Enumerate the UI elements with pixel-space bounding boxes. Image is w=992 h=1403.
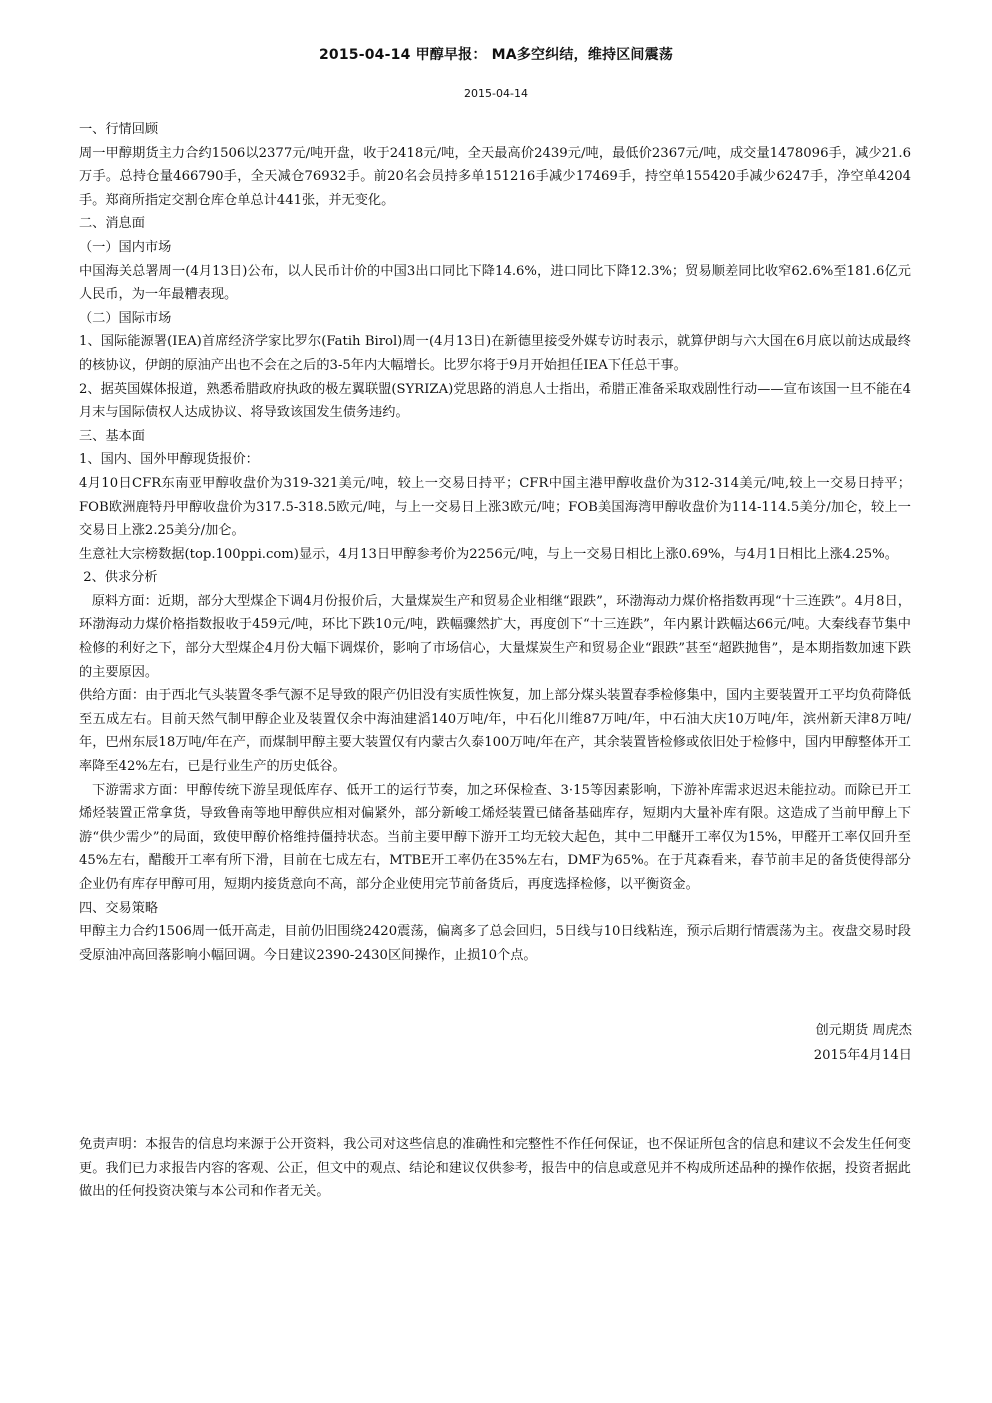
paragraph-international-news-1: 1、国际能源署(IEA)首席经济学家比罗尔(Fatih Birol)周一(4月13日)在新德里接受外媒专访时表示，就算伊朗与六大国在6月底以前达成最终的核协议，伊朗的原油产出也不会在之后的3-5年内大幅增长。比罗尔将于9月开始担任IEA下任总干事。 bbox=[79, 334, 911, 373]
section-heading-market-review: 一、行情回顾 bbox=[79, 122, 159, 137]
paragraph-market-review: 周一甲醇期货主力合约1506以2377元/吨开盘，收于2418元/吨，全天最高价2439元/吨，最低价2367元/吨，成交量1478096手，减少21.6万手。总持仓量466790手，全天减仓76932手。前20名会员持多单151216手减少17469手，持空单155420手减少6247手，净空单4204手。郑商所指定交割仓库仓单总计441张，并无变化。 bbox=[79, 145, 911, 208]
paragraph-strategy: 甲醇主力合约1506周一低开高走，目前仍旧围绕2420震荡，偏离多了总会回归，5日线与10日线粘连，预示后期行情震荡为主。夜盘交易时段受原油冲高回落影响小幅回调。今日建议2390-2430区间操作，止损10个点。 bbox=[79, 924, 911, 963]
subheading-domestic-market: （一）国内市场 bbox=[79, 239, 172, 255]
paragraph-raw-materials: 原料方面：近期，部分大型煤企下调4月份报价后，大量煤炭生产和贸易企业相继“跟跌”，环渤海动力煤价格指数再现“十三连跌”。4月8日，环渤海动力煤价格指数报收于459元/吨，环比下跌10元/吨，跌幅骤然扩大，再度创下“十三连跌”，年内累计跌幅达66元/吨。大秦线春节集中检修的利好之下，部分大型煤企4月份大幅下调煤价，影响了市场信心，大量煤炭生产和贸易企业“跟跌”甚至“超跌抛售”，是本期指数加速下跌的主要原因。 bbox=[79, 593, 911, 680]
section-heading-news: 二、消息面 bbox=[79, 216, 145, 232]
section-heading-fundamentals: 三、基本面 bbox=[79, 428, 145, 444]
signature-author: 创元期货 周虎杰 bbox=[815, 1023, 912, 1038]
paragraph-reference-price: 生意社大宗榜数据(top.100ppi.com)显示，4月13日甲醇参考价为2256元/吨，与上一交易日相比上涨0.69%，与4月1日相比上涨4.25%。 bbox=[79, 546, 898, 562]
section-heading-strategy: 四、交易策略 bbox=[79, 900, 159, 916]
paragraph-supply: 供给方面：由于西北气头装置冬季气源不足导致的限产仍旧没有实质性恢复，加上部分煤头装置春季检修集中，国内主要装置开工平均负荷降低至五成左右。目前天然气制甲醇企业及装置仅余中海油建滔140万吨/年，中石化川维87万吨/年，中石油大庆10万吨/年，滨州新天津8万吨/年，巴州东辰18万吨/年在产，而煤制甲醇主要大装置仅有内蒙古久泰100万吨/年在产，其余装置皆检修或依旧处于检修中，国内甲醇整体开工率降至42%左右，已是行业生产的历史低谷。 bbox=[79, 688, 911, 775]
report-body bbox=[79, 118, 911, 967]
paragraph-international-news-2: 2、据英国媒体报道，熟悉希腊政府执政的极左翼联盟(SYRIZA)党思路的消息人士指出，希腊正准备采取戏剧性行动——宣布该国一旦不能在4月末与国际债权人达成协议、将导致该国发生债务违约。 bbox=[79, 381, 911, 421]
paragraph-domestic-news: 中国海关总署周一(4月13日)公布，以人民币计价的中国3出口同比下降14.6%，进口同比下降12.3%；贸易顺差同比收窄62.6%至181.6亿元人民币，为一年最糟表现。 bbox=[79, 263, 911, 303]
subheading-international-market: （二）国际市场 bbox=[79, 310, 172, 326]
signature-date: 2015年4月14日 bbox=[813, 1048, 912, 1063]
report-date: 2015-04-14 bbox=[464, 87, 528, 100]
paragraph-downstream-demand: 下游需求方面：甲醇传统下游呈现低库存、低开工的运行节奏，加之环保检查、3·15等因素影响，下游补库需求迟迟未能拉动。而除已开工烯烃装置正常拿货，导致鲁南等地甲醇供应相对偏紧外，部分新峻工烯烃装置已储备基础库存，短期内大量补库有限。这造成了当前甲醇上下游“供少需少”的局面，致使甲醇价格维持僵持状态。当前主要甲醇下游开工均无较大起色，其中二甲醚开工率仅为15%，甲醛开工率仅回升至45%左右，醋酸开工率有所下滑，目前在七成左右，MTBE开工率仍在35%左右，DMF为65%。在于芃森看来，春节前丰足的备货使得部分企业仍有库存甲醇可用，短期内接货意向不高，部分企业使用完节前备货后，再度选择检修，以平衡资金。 bbox=[79, 782, 912, 892]
disclaimer bbox=[79, 1133, 911, 1204]
disclaimer-text: 免责声明：本报告的信息均来源于公开资料，我公司对这些信息的准确性和完整性不作任何保证，也不保证所包含的信息和建议不会发生任何变更。我们已力求报告内容的客观、公正，但文中的观点、结论和建议仅供参考，报告中的信息或意见并不构成所述品种的操作依据，投资者据此做出的任何投资决策与本公司和作者无关。 bbox=[79, 1137, 911, 1200]
paragraph-spot-quotes: 4月10日CFR东南亚甲醇收盘价为319-321美元/吨，较上一交易日持平；CFR中国主港甲醇收盘价为312-314美元/吨,较上一交易日持平；FOB欧洲鹿特丹甲醇收盘价为317.5-318.5欧元/吨，与上一交易日上涨3欧元/吨；FOB美国海湾甲醇收盘价为114-114.5美分/加仑，较上一交易日上涨2.25美分/加仑。 bbox=[79, 475, 911, 539]
subheading-spot-quotes: 1、国内、国外甲醇现货报价： bbox=[79, 452, 259, 468]
report-title: 2015-04-14 甲醇早报： MA多空纠结，维持区间震荡 bbox=[318, 47, 674, 63]
subheading-supply-demand: 2、供求分析 bbox=[79, 570, 158, 586]
